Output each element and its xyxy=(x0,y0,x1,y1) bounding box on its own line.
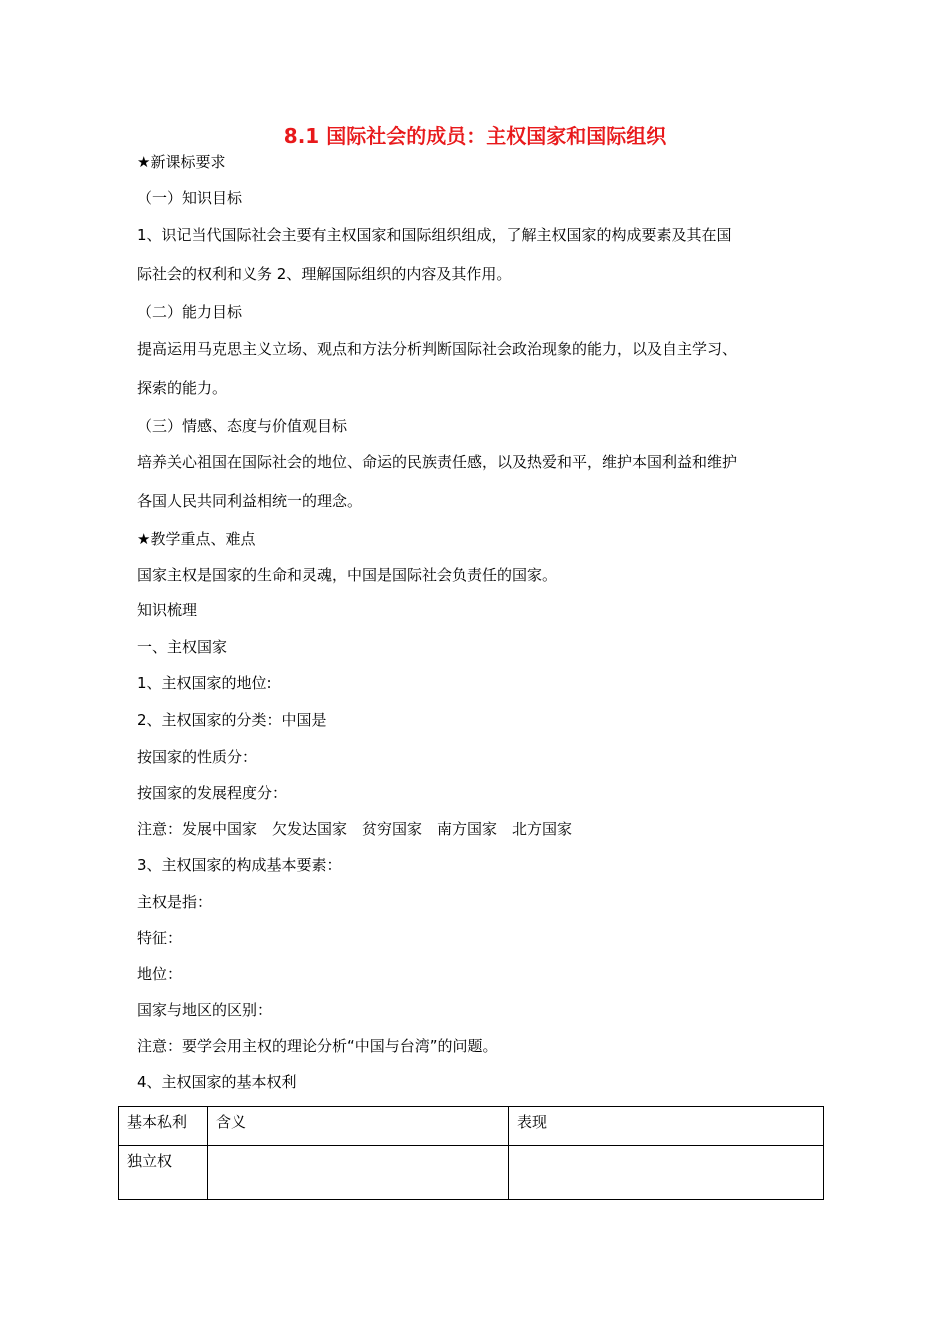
list-item: 3、主权国家的构成基本要素： xyxy=(137,856,342,874)
list-item: 2、主权国家的分类：中国是 xyxy=(137,711,327,729)
subheading-knowledge-goals: （一）知识目标 xyxy=(137,189,243,207)
paragraph-line: 1、识记当代国际社会主要有主权国家和国际组织组成，了解主权国家的构成要素及其在国 xyxy=(137,226,732,244)
table-row xyxy=(119,1146,824,1200)
note-line: 注意：要学会用主权的理论分析“中国与台湾”的问题。 xyxy=(137,1037,498,1055)
paragraph-line: 探索的能力。 xyxy=(137,379,228,397)
list-item: 主权是指： xyxy=(137,893,213,911)
table-cell xyxy=(509,1146,824,1200)
paragraph-line: 国家主权是国家的生命和灵魂，中国是国际社会负责任的国家。 xyxy=(137,566,558,584)
table-header-row xyxy=(119,1107,824,1146)
basic-rights-table xyxy=(118,1106,824,1200)
paragraph-line: 际社会的权利和义务 2、理解国际组织的内容及其作用。 xyxy=(137,265,512,283)
list-item: 国家与地区的区别： xyxy=(137,1001,273,1019)
table-header-cell: 基本私利 xyxy=(119,1107,208,1146)
list-item: 地位： xyxy=(137,965,183,983)
list-item: 4、主权国家的基本权利 xyxy=(137,1073,297,1091)
paragraph-line: 各国人民共同利益相统一的理念。 xyxy=(137,492,363,510)
paragraph-line: 培养关心祖国在国际社会的地位、命运的民族责任感，以及热爱和平，维护本国利益和维护 xyxy=(137,453,738,471)
section-heading-sovereign-states: 一、主权国家 xyxy=(137,638,228,656)
table-cell: 独立权 xyxy=(119,1146,208,1200)
table-header-cell: 表现 xyxy=(509,1107,824,1146)
document-title: 8.1 国际社会的成员：主权国家和国际组织 xyxy=(283,124,667,148)
section-heading-knowledge-review: 知识梳理 xyxy=(137,601,198,619)
table-cell xyxy=(208,1146,509,1200)
table-header-cell: 含义 xyxy=(208,1107,509,1146)
paragraph-line: 提高运用马克思主义立场、观点和方法分析判断国际社会政治现象的能力，以及自主学习、 xyxy=(137,340,738,358)
list-item: 按国家的发展程度分： xyxy=(137,784,288,802)
subheading-values-goals: （三）情感、态度与价值观目标 xyxy=(137,417,348,435)
list-item: 按国家的性质分： xyxy=(137,748,258,766)
list-item: 特征： xyxy=(137,929,183,947)
section-heading-curriculum: ★新课标要求 xyxy=(137,153,226,171)
section-heading-key-points: ★教学重点、难点 xyxy=(137,530,256,548)
list-item: 1、主权国家的地位: xyxy=(137,674,272,692)
note-line: 注意：发展中国家 欠发达国家 贫穷国家 南方国家 北方国家 xyxy=(137,820,573,838)
subheading-ability-goals: （二）能力目标 xyxy=(137,303,243,321)
